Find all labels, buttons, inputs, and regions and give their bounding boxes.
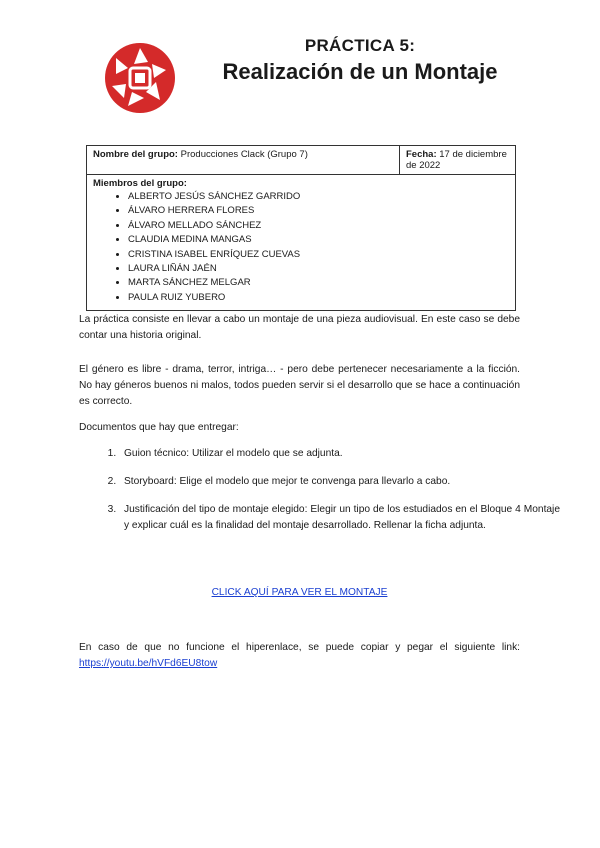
member-item: • LAURA LIÑÁN JAÉN <box>128 262 509 276</box>
members-list <box>93 190 509 305</box>
member-item: • ÁLVARO HERRERA FLORES <box>128 204 509 218</box>
member-item: • PAULA RUIZ YUBERO <box>128 291 509 305</box>
date-cell <box>400 146 516 175</box>
title-block <box>200 36 520 85</box>
intro-paragraph: La práctica consiste en llevar a cabo un montaje de una pieza audiovisual. En este caso se debe contar una historia original. <box>79 314 520 341</box>
member-item: • ÁLVARO MELLADO SÁNCHEZ <box>128 219 509 233</box>
group-name-cell <box>87 146 400 175</box>
youtube-url-link[interactable]: https://youtu.be/hVFd6EU8tow <box>79 658 218 669</box>
practice-number: PRÁCTICA 5: <box>304 36 416 55</box>
group-info-table <box>86 145 516 311</box>
documents-list <box>79 446 560 546</box>
camera-shutter-logo <box>104 42 176 114</box>
date-label: Fecha: <box>406 149 437 160</box>
group-name-value: Producciones Clack (Grupo 7) <box>180 149 308 160</box>
date-value: 17 de diciembre de 2022 <box>406 149 507 171</box>
practice-title: Realización de un Montaje <box>222 59 498 84</box>
fallback-text: En caso de que no funcione el hiperenlace, se puede copiar y pegar el siguiente link: <box>79 642 520 653</box>
member-item: • ALBERTO JESÚS SÁNCHEZ GARRIDO <box>128 190 509 204</box>
member-item: • CRISTINA ISABEL ENRÍQUEZ CUEVAS <box>128 248 509 262</box>
member-item: • MARTA SÁNCHEZ MELGAR <box>128 276 509 290</box>
members-label: Miembros del grupo: <box>93 178 187 189</box>
genre-paragraph: El género es libre - drama, terror, intriga… - pero debe pertenecer necesariamente a la ficción. No hay géneros buenos ni malos, todos pueden servir si el desarrollo que se hace a continuación es correcto. <box>79 364 520 407</box>
document-item: 1. Guion técnico: Utilizar el modelo que se adjunta. <box>119 446 560 462</box>
documents-heading: Documentos que hay que entregar: <box>79 422 239 433</box>
montage-link[interactable]: CLICK AQUÍ PARA VER EL MONTAJE <box>211 587 388 598</box>
members-cell <box>87 175 516 311</box>
document-item: 2. Storyboard: Elige el modelo que mejor te convenga para llevarlo a cabo. <box>119 474 560 490</box>
document-item: 3. Justificación del tipo de montaje elegido: Elegir un tipo de los estudiados en el Bloque 4 Montaje y explicar cuál es la finalidad del montaje desarrollado. Rellenar la ficha adjunta. <box>119 502 560 534</box>
group-name-label: Nombre del grupo: <box>93 149 178 160</box>
montage-link-container <box>79 587 520 598</box>
fallback-paragraph <box>79 640 520 672</box>
member-item: • CLAUDIA MEDINA MANGAS <box>128 233 509 247</box>
